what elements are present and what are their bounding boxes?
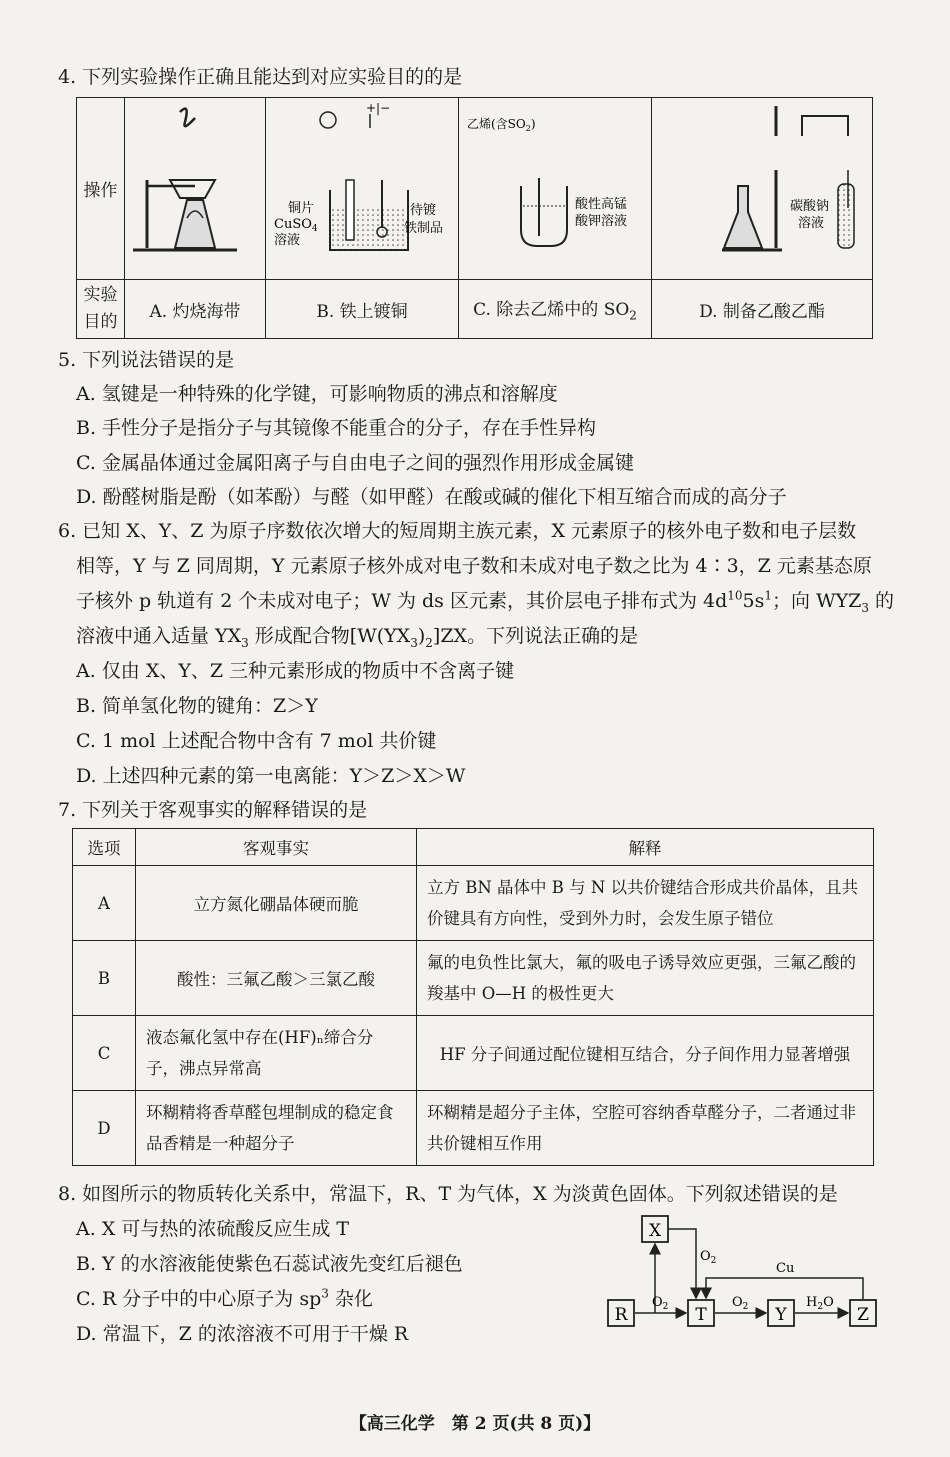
row-label-operation: 操作 (77, 98, 125, 280)
q7-table (72, 828, 874, 1166)
svg-text:溶液: 溶液 (798, 216, 825, 231)
table-row (73, 1091, 874, 1166)
label-o2-x-t: $O_2$ (700, 1249, 717, 1266)
q6-stem-line-3: 子核外 p 轨道有 2 个未成对电子；W 为 ds 区元素，其价层电子排布式为 $4d^{10}5s^1$；向 $WYZ_3$ 的 (76, 588, 895, 615)
svg-text:酸钾溶液: 酸钾溶液 (575, 214, 628, 229)
q6-option-c: C. 1 mol 上述配合物中含有 7 mol 共价键 (76, 730, 437, 752)
table-row (73, 1016, 874, 1091)
electroplating-apparatus-icon (266, 98, 458, 274)
q4-table (76, 97, 873, 339)
apparatus-d-cell (652, 98, 873, 280)
q7-stem: 7. 下列关于客观事实的解释错误的是 (58, 799, 368, 821)
label-o2-r-t: $O_2$ (652, 1295, 669, 1312)
node-y: Y (775, 1305, 787, 1325)
q5-option-b: B. 手性分子是指分子与其镜像不能重合的分子，存在手性异构 (76, 417, 597, 439)
svg-text:铜片: 铜片 (288, 201, 315, 216)
row-explanation: 环糊精是超分子主体，空腔可容纳香草醛分子，二者通过非共价键相互作用 (417, 1091, 874, 1166)
row-fact: 环糊精将香草醛包埋制成的稳定食品香精是一种超分子 (136, 1091, 417, 1166)
purpose-a: A. 灼烧海带 (125, 280, 266, 339)
q5-option-d: D. 酚醛树脂是酚（如苯酚）与醛（如甲醛）在酸或碱的催化下相互缩合而成的高分子 (76, 486, 787, 508)
node-z: Z (857, 1305, 869, 1325)
apparatus-a-cell (125, 98, 266, 280)
row-fact: 液态氟化氢中存在(HF)ₙ缔合分子，沸点异常高 (136, 1016, 417, 1091)
row-explanation: 氟的电负性比氯大，氟的吸电子诱导效应更强，三氟乙酸的羧基中 O—H 的极性更大 (417, 941, 874, 1016)
q8-option-c: C. R 分子中的中心原子为 $sp^3$ 杂化 (76, 1286, 373, 1310)
row-option: B (73, 941, 136, 1016)
q5-option-c: C. 金属晶体通过金属阳离子与自由电子之间的强烈作用形成金属键 (76, 452, 634, 474)
header-fact: 客观事实 (136, 829, 417, 866)
header-explanation: 解释 (417, 829, 874, 866)
purpose-d: D. 制备乙酸乙酯 (652, 280, 873, 339)
arrow-z-t (706, 1278, 863, 1299)
crucible-burning-apparatus-icon (125, 98, 265, 274)
svg-text:铁制品: 铁制品 (404, 221, 444, 236)
q8-option-b: B. Y 的水溶液能使紫色石蕊试液先变红后褪色 (76, 1253, 463, 1275)
svg-text:+|−: +|− (366, 101, 391, 115)
label-h2o: $H_2O$ (806, 1295, 834, 1312)
q6-stem-line-1: 6. 已知 X、Y、Z 为原子序数依次增大的短周期主族元素，X 元素原子的核外电子数和电子层数 (58, 520, 857, 542)
q4-stem: 4. 下列实验操作正确且能达到对应实验目的的是 (58, 66, 463, 88)
svg-text:溶液: 溶液 (274, 233, 301, 248)
header-option: 选项 (73, 829, 136, 866)
row-option: A (73, 866, 136, 941)
q5-stem: 5. 下列说法错误的是 (58, 349, 235, 371)
arrow-x-t (668, 1229, 696, 1298)
gas-washing-apparatus-icon (459, 98, 651, 274)
row-fact: 酸性：三氟乙酸＞三氯乙酸 (136, 941, 417, 1016)
q6-option-a: A. 仅由 X、Y、Z 三种元素形成的物质中不含离子键 (76, 660, 515, 682)
purpose-c: C. 除去乙烯中的 $SO_2$ (459, 280, 652, 339)
q8-option-d: D. 常温下，Z 的浓溶液不可用于干燥 R (76, 1323, 409, 1345)
table-row (73, 941, 874, 1016)
transformation-diagram (598, 1208, 888, 1338)
q6-option-b: B. 简单氢化物的键角：Z＞Y (76, 695, 318, 717)
row-fact: 立方氮化硼晶体硬而脆 (136, 866, 417, 941)
svg-text:待镀: 待镀 (410, 203, 437, 218)
purpose-b: B. 铁上镀铜 (266, 280, 459, 339)
row-option: D (73, 1091, 136, 1166)
row-option: C (73, 1016, 136, 1091)
svg-text:乙烯(含SO2): 乙烯(含$SO_2$) (467, 117, 536, 133)
svg-text:碳酸钠: 碳酸钠 (790, 199, 830, 214)
table-row (73, 866, 874, 941)
node-t: T (695, 1305, 707, 1325)
q6-stem-line-2: 相等，Y 与 Z 同周期，Y 元素原子核外成对电子数和未成对电子数之比为 4∶3，Z 元素基态原 (76, 555, 872, 577)
page-footer: 【高三化学 第 2 页(共 8 页)】 (349, 1414, 601, 1434)
svg-text:CuSO4: CuSO$_4$ (274, 217, 318, 234)
q6-stem-line-4: 溶液中通入适量 $YX_3$ 形成配合物$[W(YX_3)_2]ZX$。下列说法正确的是 (76, 625, 639, 650)
node-r: R (614, 1305, 628, 1325)
q5-option-a: A. 氢键是一种特殊的化学键，可影响物质的沸点和溶解度 (76, 383, 558, 405)
row-label-purpose: 实验 目的 (77, 280, 125, 339)
apparatus-b-cell (266, 98, 459, 280)
q8-stem: 8. 如图所示的物质转化关系中，常温下，R、T 为气体，X 为淡黄色固体。下列叙述错误的是 (58, 1183, 838, 1205)
label-o2-t-y: $O_2$ (732, 1295, 749, 1312)
node-x: X (648, 1221, 662, 1241)
row-explanation: HF 分子间通过配位键相互结合，分子间作用力显著增强 (417, 1016, 874, 1091)
label-cu: Cu (776, 1261, 795, 1276)
q8-option-a: A. X 可与热的浓硫酸反应生成 T (76, 1218, 350, 1240)
row-explanation: 立方 BN 晶体中 B 与 N 以共价键结合形成共价晶体，且共价键具有方向性，受到外力时，会发生原子错位 (417, 866, 874, 941)
svg-text:酸性高锰: 酸性高锰 (575, 197, 628, 212)
ester-preparation-apparatus-icon (652, 98, 872, 274)
q6-option-d: D. 上述四种元素的第一电离能：Y＞Z＞X＞W (76, 765, 466, 787)
apparatus-c-cell (459, 98, 652, 280)
